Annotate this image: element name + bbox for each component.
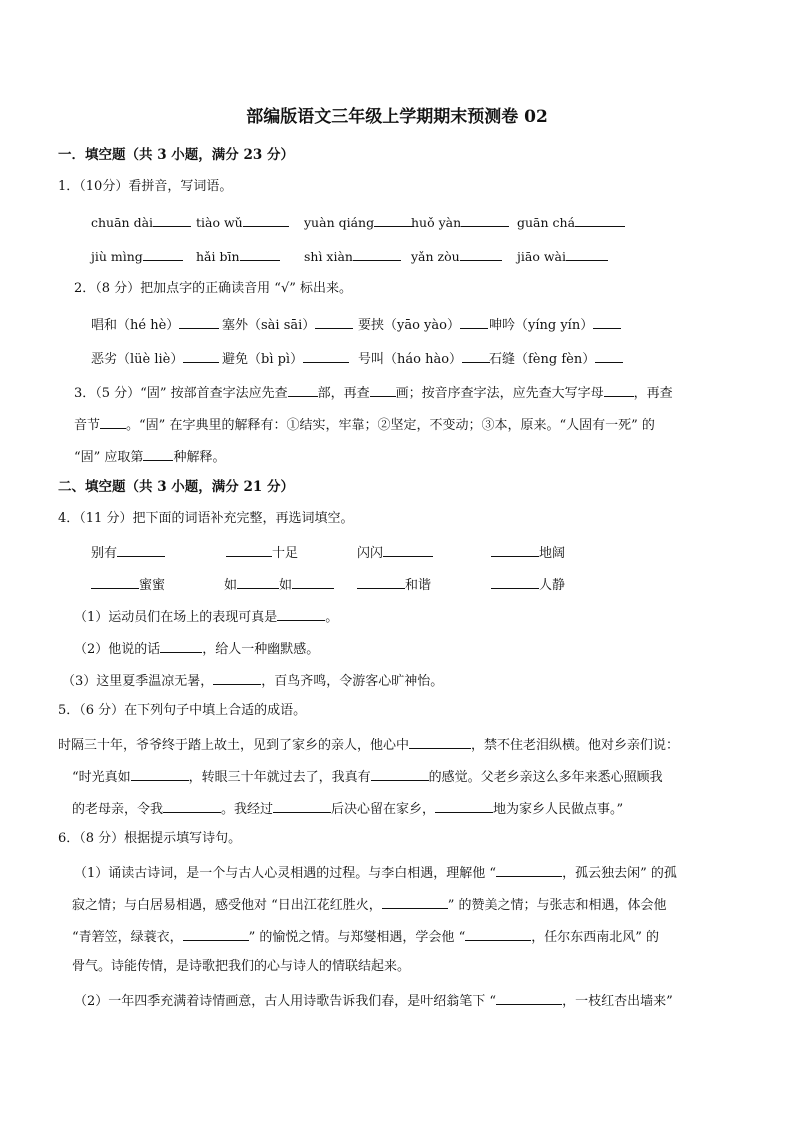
- q3-line: 3．（5 分）“固” 按部首查字法应先查 部，再查 画；按音序查字法，应先查大写字母 ，再查: [74, 382, 673, 403]
- answer-blank[interactable]: [163, 798, 221, 813]
- answer-blank[interactable]: [370, 382, 396, 397]
- q4-idiom-item: 别有: [91, 542, 165, 561]
- answer-blank[interactable]: [460, 246, 502, 261]
- q4-stem: 4．（11 分）把下面的词语补充完整，再选词填空。: [58, 511, 354, 526]
- answer-blank[interactable]: [496, 990, 562, 1005]
- answer-blank[interactable]: [315, 314, 353, 329]
- answer-blank[interactable]: [183, 926, 249, 941]
- q1-pinyin-item: chuān dài: [91, 212, 191, 230]
- answer-blank[interactable]: [566, 246, 608, 261]
- answer-blank[interactable]: [292, 574, 334, 589]
- q1-pinyin-item: huǒ yàn: [411, 212, 509, 230]
- q2-item: 呻吟（yíng yín）: [489, 314, 621, 333]
- answer-blank[interactable]: [183, 348, 219, 363]
- answer-blank[interactable]: [460, 314, 488, 329]
- answer-blank[interactable]: [303, 348, 349, 363]
- q1-pinyin-item: tiào wǔ: [196, 212, 289, 230]
- answer-blank[interactable]: [595, 348, 623, 363]
- answer-blank[interactable]: [213, 670, 261, 685]
- answer-blank[interactable]: [353, 246, 401, 261]
- answer-blank[interactable]: [153, 212, 191, 227]
- q4-sentence: （1）运动员们在场上的表现可真是 。: [74, 606, 338, 627]
- q6-stem: 6．（8 分）根据提示填写诗句。: [58, 831, 242, 846]
- answer-blank[interactable]: [462, 348, 490, 363]
- q2-item: 唱和（hé hè）: [91, 314, 219, 333]
- answer-blank[interactable]: [461, 212, 509, 227]
- q6-line: 骨气。诗能传情，是诗歌把我们的心与诗人的情联结起来。: [72, 959, 411, 974]
- q1-pinyin-item: guān chá: [517, 212, 625, 230]
- answer-blank[interactable]: [273, 798, 331, 813]
- q1-pinyin-item: jiāo wài: [517, 246, 608, 264]
- answer-blank[interactable]: [382, 894, 448, 909]
- answer-blank[interactable]: [117, 542, 165, 557]
- answer-blank[interactable]: [226, 542, 272, 557]
- answer-blank[interactable]: [160, 638, 202, 653]
- answer-blank[interactable]: [91, 574, 139, 589]
- answer-blank[interactable]: [237, 574, 279, 589]
- q1-pinyin-item: hǎi bīn: [196, 246, 280, 264]
- answer-blank[interactable]: [491, 574, 539, 589]
- q6-line: （1）诵读古诗词，是一个与古人心灵相遇的过程。与李白相遇，理解他 “ ，孤云独去闲” 的孤: [74, 862, 677, 883]
- q2-item: 塞外（sài sāi）: [222, 314, 353, 333]
- q1-pinyin-item: jiù mìng: [91, 246, 183, 264]
- answer-blank[interactable]: [277, 606, 325, 621]
- answer-blank[interactable]: [357, 574, 405, 589]
- answer-blank[interactable]: [465, 926, 531, 941]
- answer-blank[interactable]: [143, 246, 183, 261]
- answer-blank[interactable]: [374, 212, 414, 227]
- q4-idiom-item: 如 如: [224, 574, 334, 593]
- q1-pinyin-item: shì xiàn: [304, 246, 401, 264]
- q4-idiom-item: 十足: [226, 542, 298, 561]
- answer-blank[interactable]: [288, 382, 318, 397]
- answer-blank[interactable]: [131, 766, 189, 781]
- q2-item: 号叫（háo hào）: [358, 348, 490, 367]
- q5-line: 的老母亲，令我 。我经过 后决心留在家乡， 地为家乡人民做点事。”: [72, 798, 623, 819]
- answer-blank[interactable]: [496, 862, 562, 877]
- q2-item: 恶劣（lüè liè）: [91, 348, 219, 367]
- q4-idiom-item: 蜜蜜: [91, 574, 165, 593]
- answer-blank[interactable]: [575, 212, 625, 227]
- answer-blank[interactable]: [143, 446, 173, 461]
- q4-idiom-item: 闪闪: [357, 542, 433, 561]
- q4-sentence: （3）这里夏季温凉无暑， ，百鸟齐鸣，令游客心旷神怡。: [62, 670, 443, 691]
- answer-blank[interactable]: [593, 314, 621, 329]
- q5-line: “时光真如 ，转眼三十年就过去了，我真有 的感觉。父老乡亲这么多年来悉心照顾我: [72, 766, 663, 787]
- q4-idiom-item: 地阔: [491, 542, 565, 561]
- q2-item: 要挟（yāo yào）: [358, 314, 488, 333]
- section-1-header: 一．填空题（共 3 小题，满分 23 分）: [58, 147, 294, 163]
- answer-blank[interactable]: [491, 542, 539, 557]
- answer-blank[interactable]: [435, 798, 493, 813]
- section-2-header: 二、填空题（共 3 小题，满分 21 分）: [58, 479, 294, 495]
- page-title: 部编版语文三年级上学期期末预测卷 02: [246, 107, 548, 127]
- answer-blank[interactable]: [179, 314, 219, 329]
- q2-item: 石缝（fèng fèn）: [489, 348, 623, 367]
- q4-idiom-item: 和谐: [357, 574, 431, 593]
- q3-line: 音节 。“固” 在字典里的解释有：①结实，牢靠；②坚定，不变动；③本，原来。“人固有一死” 的: [74, 414, 655, 435]
- q6-line: （2）一年四季充满着诗情画意，古人用诗歌告诉我们春，是叶绍翁笔下 “ ，一枝红杏出墙来”: [74, 990, 673, 1011]
- answer-blank[interactable]: [383, 542, 433, 557]
- answer-blank[interactable]: [604, 382, 634, 397]
- answer-blank[interactable]: [240, 246, 280, 261]
- q1-pinyin-item: yuàn qiáng: [304, 212, 414, 230]
- answer-blank[interactable]: [371, 766, 429, 781]
- q2-stem: 2．（8 分）把加点字的正确读音用 “√” 标出来。: [74, 281, 353, 296]
- answer-blank[interactable]: [100, 414, 126, 429]
- answer-blank[interactable]: [243, 212, 289, 227]
- q3-line: “固” 应取第 种解释。: [74, 446, 225, 467]
- q4-sentence: （2）他说的话 ，给人一种幽默感。: [74, 638, 319, 659]
- q2-item: 避免（bì pì）: [222, 348, 349, 367]
- q6-line: “青箬笠，绿蓑衣， ” 的愉悦之情。与郑燮相遇，学会他 “ ，任尔东西南北风” 的: [72, 926, 659, 947]
- q1-pinyin-item: yǎn zòu: [411, 246, 502, 264]
- q6-line: 寂之情；与白居易相遇，感受他对 “日出江花红胜火， ” 的赞美之情；与张志和相遇，体会他: [72, 894, 667, 915]
- q4-idiom-item: 人静: [491, 574, 565, 593]
- q5-stem: 5．（6 分）在下列句子中填上合适的成语。: [58, 703, 307, 718]
- answer-blank[interactable]: [409, 734, 471, 749]
- q5-line: 时隔三十年，爷爷终于踏上故土，见到了家乡的亲人，他心中 ，禁不住老泪纵横。他对乡亲们说：: [58, 734, 679, 755]
- q1-stem: 1．（10分）看拼音，写词语。: [58, 179, 233, 194]
